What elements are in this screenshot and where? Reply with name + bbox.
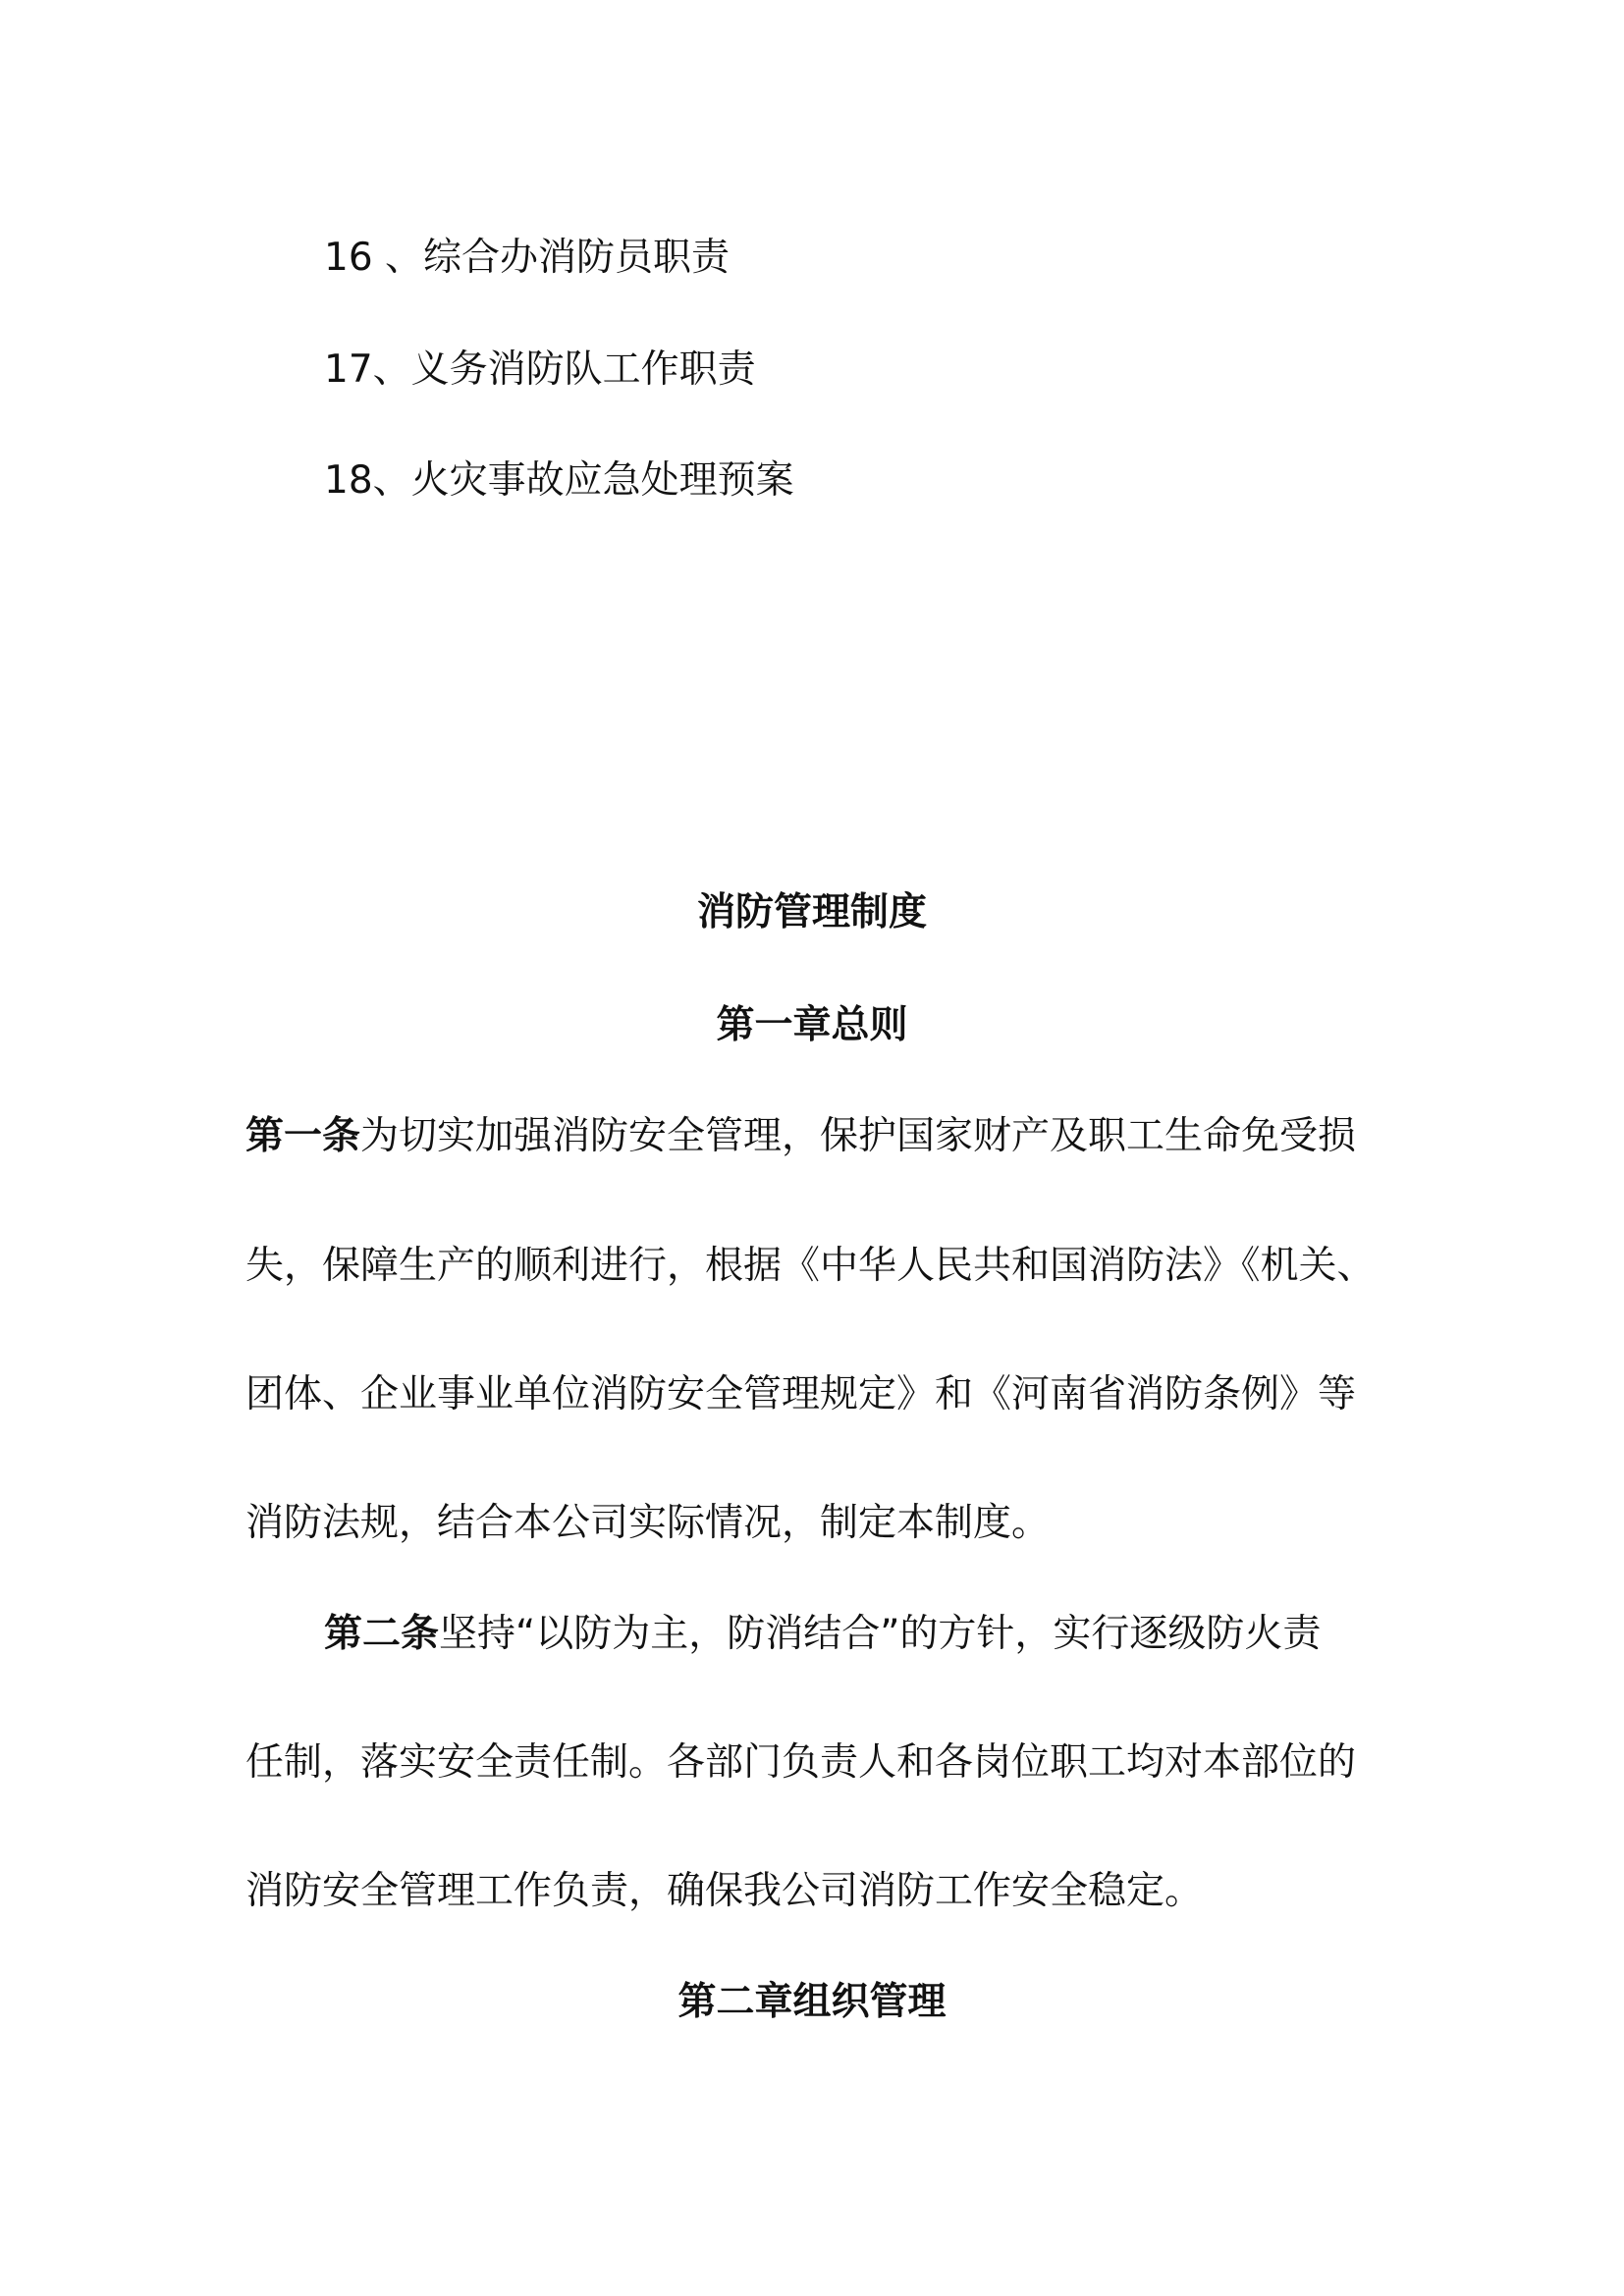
- chapter-2-heading: 第二章组织管理: [677, 1980, 947, 2024]
- article-1-line-3: 团体、企业事业单位消防安全管理规定》和《河南省消防条例》等: [245, 1372, 1357, 1416]
- article-1-label: 第一条: [245, 1114, 361, 1158]
- document-title: 消防管理制度: [696, 890, 927, 934]
- toc-item-16: 16 、综合办消防员职责: [324, 236, 731, 280]
- article-1-line-2: 失，保障生产的顺利进行，根据《中华人民共和国消防法》《机关、: [245, 1244, 1376, 1288]
- article-2-label: 第二条: [324, 1612, 440, 1656]
- article-1-line-1: [245, 1112, 1356, 1161]
- chapter-1-heading: 第一章总则: [716, 1003, 908, 1047]
- toc-item-17: 17、义务消防队工作职责: [324, 347, 756, 392]
- article-2-line-2: 任制，落实安全责任制。各部门负责人和各岗位职工均对本部位的: [245, 1740, 1357, 1785]
- article-2-text-1: 坚持“以防为主，防消结合”的方针，实行逐级防火责: [439, 1612, 1322, 1656]
- article-2-line-1: [324, 1610, 1321, 1659]
- toc-item-18: 18、火灾事故应急处理预案: [324, 458, 794, 503]
- article-1-text-1: 为切实加强消防安全管理，保护国家财产及职工生命免受损: [360, 1114, 1357, 1158]
- article-2-line-3: 消防安全管理工作负责，确保我公司消防工作安全稳定。: [245, 1869, 1204, 1913]
- article-1-line-4: 消防法规，结合本公司实际情况，制定本制度。: [245, 1501, 1051, 1545]
